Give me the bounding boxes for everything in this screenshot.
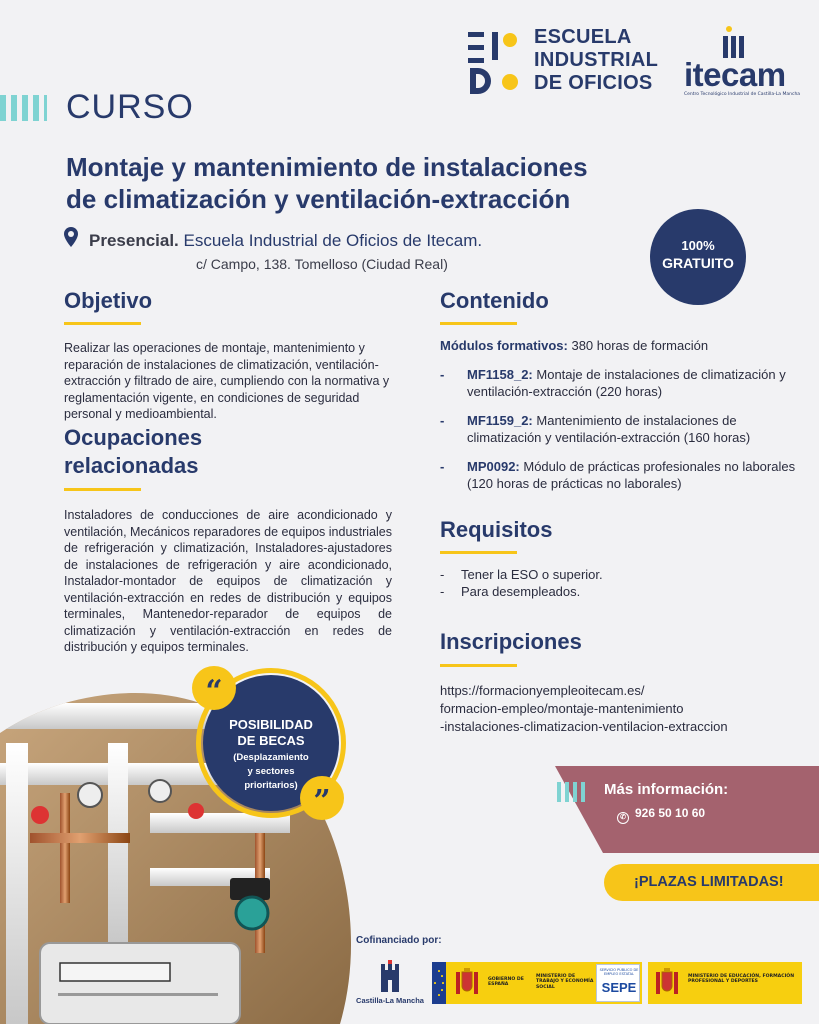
module-code: MP0092: [467, 459, 520, 474]
itecam-tagline: Centro Tecnológico Industrial de Castilla-La Mancha [684, 92, 801, 97]
modulos-value: 380 horas de formación [571, 338, 709, 353]
cofinanciado-label: Cofinanciado por: [356, 935, 442, 946]
clm-name: Castilla-La Mancha [356, 996, 424, 1005]
inscripciones-underline [440, 664, 517, 667]
module-text: Mantenimiento de instalaciones de climatización y ventilación-extracción (160 horas) [467, 413, 751, 445]
ocupaciones-heading: Ocupaciones relacionadas [64, 425, 203, 478]
castle-icon [378, 960, 402, 994]
list-item: - MF1159_2: Mantenimiento de instalaciones de climatización y ventilación-extracción (160 horas) [440, 413, 751, 445]
module-code: MF1158_2: [467, 367, 533, 382]
contact-phone[interactable] [617, 806, 705, 824]
requisito-text: Para desempleados. [461, 584, 581, 599]
free-badge-percent: 100% [681, 238, 715, 253]
objetivo-text: Realizar las operaciones de montaje, mantenimiento y reparación de instalaciones de climatización, ventilación-extracción y filtrado de aire, cumpliendo con la normativa y reglamentación vigente, en condiciones de seguridad personal y medioambiental. [64, 341, 390, 421]
inscripciones-heading: Inscripciones [440, 629, 582, 654]
school-name-line2: INDUSTRIAL [534, 49, 659, 71]
itecam-mark-icon [720, 24, 750, 60]
teal-bars-small-icon [557, 782, 591, 802]
list-item: - MP0092: Módulo de prácticas profesionales no laborales (120 horas de prácticas no laborales) [440, 459, 796, 491]
eu-flag-icon [432, 962, 446, 1004]
school-name-line3: DE OFICIOS [534, 72, 653, 94]
course-label: CURSO [66, 88, 194, 126]
school-name-line1: ESCUELA [534, 26, 632, 48]
modulos-summary [440, 338, 708, 353]
spain-coat-of-arms-icon [454, 968, 480, 998]
module-code: MF1159_2: [467, 413, 533, 428]
inscripciones-url-line3[interactable]: -instalaciones-climatizacion-ventilacion-extraccion [440, 719, 728, 734]
contenido-heading: Contenido [440, 288, 549, 313]
ministerio-educacion-logo [648, 962, 802, 1004]
itecam-wordmark: itecam [684, 56, 786, 93]
clm-logo [352, 960, 428, 1008]
module-text: Módulo de prácticas profesionales no laborales (120 horas de prácticas no laborales) [467, 459, 796, 491]
requisito-text: Tener la ESO o superior. [461, 567, 603, 582]
list-item: - MF1158_2: Montaje de instalaciones de climatización y ventilación-extracción (220 horas) [440, 367, 786, 399]
course-address: c/ Campo, 138. Tomelloso (Ciudad Real) [196, 256, 448, 272]
requisitos-underline [440, 551, 517, 554]
course-title-line2: de climatización y ventilación-extracción [66, 184, 571, 214]
inscripciones-url-line1[interactable]: https://formacionyempleoitecam.es/ [440, 683, 645, 698]
becas-line1: POSIBILIDAD [229, 717, 313, 732]
list-item: - Tener la ESO o superior. [440, 567, 603, 582]
course-title-line1: Montaje y mantenimiento de instalaciones [66, 152, 588, 182]
inscripciones-url-line2[interactable]: formacion-empleo/montaje-mantenimiento [440, 701, 684, 716]
course-title [66, 151, 686, 215]
contact-title: Más información: [604, 781, 729, 798]
course-mode: Presencial. [89, 231, 179, 250]
ministerio-educacion-text: MINISTERIO DE EDUCACIÓN, FORMACIÓN PROFESIONAL Y DEPORTES [688, 974, 795, 985]
whatsapp-icon: ✆ [617, 812, 629, 824]
becas-sub1: (Desplazamiento [233, 752, 309, 763]
ocupaciones-text: Instaladores de conducciones de aire acondicionado y ventilación, Mecánicos reparadores de equipos industriales de refrigeración y climatización, Instaladores-ajustadores de instalaciones de refrigeración y aire acondicionado, Instalador-montador de equipos de climatización y ventilación-extracción en redes de distribución y equipos terminales, Mantenedor-reparador de equipos de climatización y ventilación-extracción en redes de distribución y equipos terminales. [64, 508, 392, 654]
teal-bars-icon [0, 95, 50, 121]
course-venue: Escuela Industrial de Oficios de Itecam. [183, 231, 483, 250]
becas-sub2: y sectores [247, 766, 295, 777]
free-badge-word: GRATUITO [662, 255, 734, 271]
contenido-underline [440, 322, 517, 325]
spain-coat-of-arms-icon [654, 968, 680, 998]
itecam-logo [680, 24, 801, 102]
module-text: Montaje de instalaciones de climatización y ventilación-extracción (220 horas) [467, 367, 786, 399]
plazas-banner: ¡PLAZAS LIMITADAS! [604, 864, 819, 901]
sepe-logo [596, 964, 640, 1002]
modulos-label: Módulos formativos: [440, 338, 568, 353]
sepe-text: SEPE [601, 980, 637, 995]
school-name [534, 26, 658, 95]
requisitos-list [440, 566, 603, 600]
module-list [440, 366, 800, 504]
open-quote-icon: “ [192, 666, 236, 710]
ministerio-trabajo-text: MINISTERIO DE TRABAJO Y ECONOMÍA SOCIAL [536, 974, 594, 990]
sepe-small-text: SERVICIO PÚBLICO DE EMPLEO ESTATAL [599, 968, 639, 976]
eio-logo-icon [468, 30, 524, 94]
close-quote-icon: ” [300, 776, 344, 820]
inscripciones-link[interactable] [440, 682, 790, 736]
list-item: - Para desempleados. [440, 584, 581, 599]
location-pin-icon [63, 227, 79, 247]
becas-line2: DE BECAS [237, 733, 305, 748]
requisitos-heading: Requisitos [440, 517, 553, 542]
becas-sub3: prioritarios) [244, 780, 298, 791]
ocupaciones-underline [64, 488, 141, 491]
objetivo-underline [64, 322, 141, 325]
venue-line [89, 231, 482, 251]
objetivo-heading: Objetivo [64, 288, 153, 313]
contact-phone-number[interactable]: 926 50 10 60 [635, 806, 706, 820]
free-badge [650, 209, 746, 305]
gobierno-text: GOBIERNO DE ESPAÑA [488, 977, 524, 988]
